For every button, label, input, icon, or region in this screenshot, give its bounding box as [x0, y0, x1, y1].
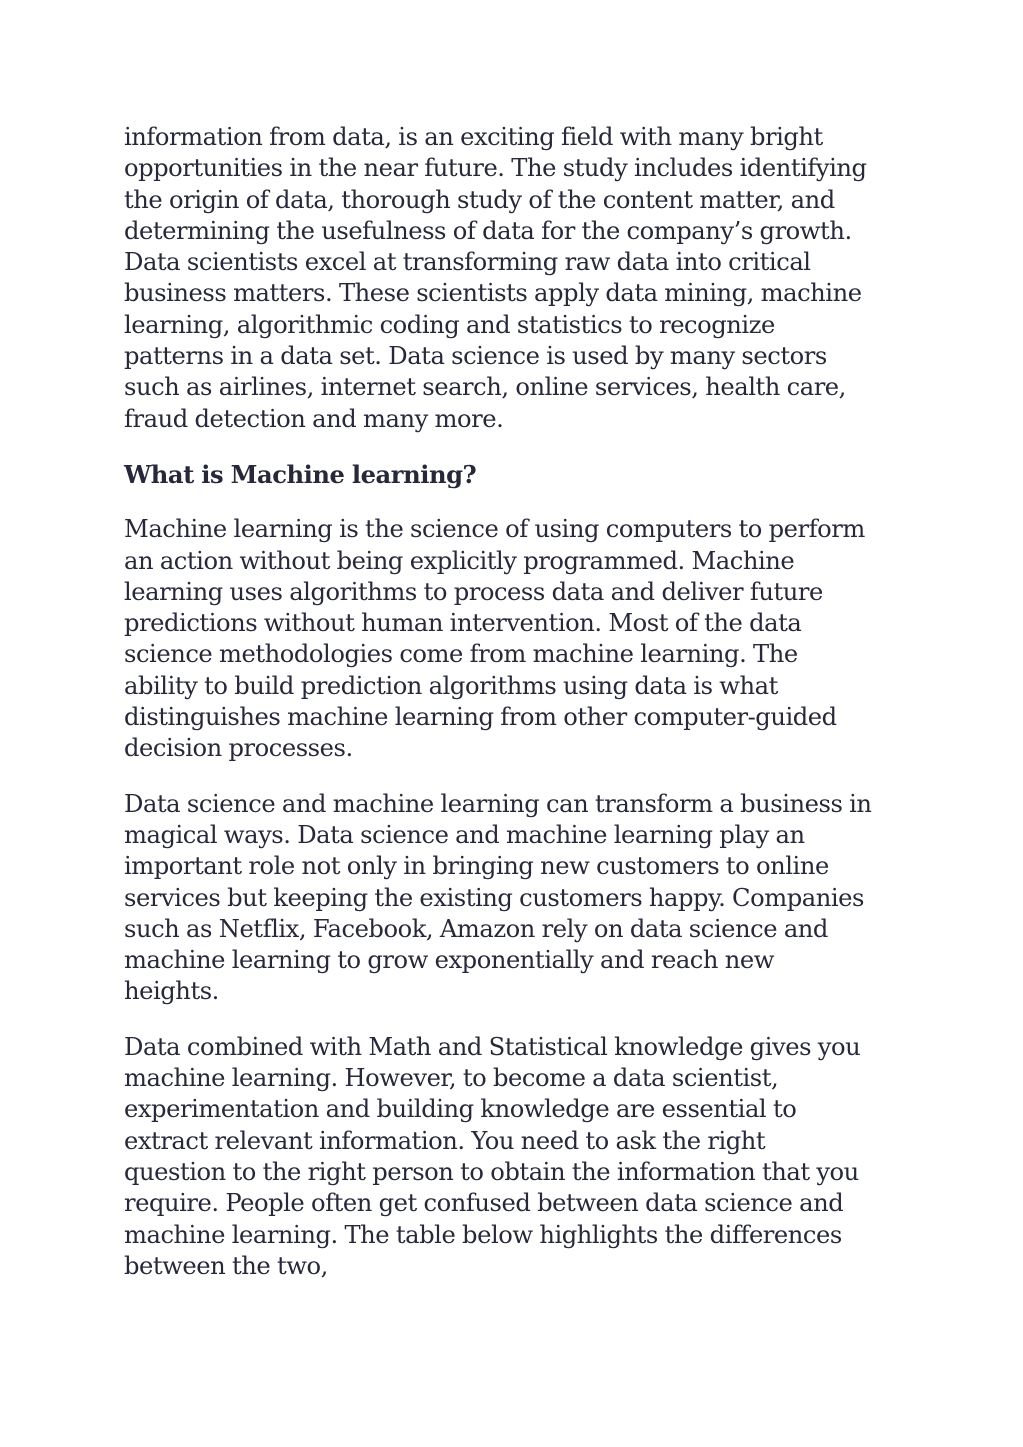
section-heading: What is Machine learning? [124, 459, 477, 489]
text-line: distinguishes machine learning from other computer-guided [124, 703, 837, 732]
text-line: require. People often get confused between data science and [124, 1189, 844, 1218]
text-line: important role not only in bringing new customers to online [124, 852, 829, 881]
text-line: such as airlines, internet search, online services, health care, [124, 373, 846, 402]
text-line: learning, algorithmic coding and statistics to recognize [124, 310, 775, 339]
text-line: information from data, is an exciting field with many bright [124, 123, 823, 151]
text-line: science methodologies come from machine learning. The [124, 640, 798, 669]
text-line: question to the right person to obtain the information that you [124, 1157, 859, 1186]
paragraph-intro [124, 122, 914, 435]
text-line: patterns in a data set. Data science is used by many sectors [124, 342, 827, 371]
text-line: heights. [124, 977, 219, 1006]
text-line: predictions without human intervention. Most of the data [124, 609, 802, 638]
text-line: services but keeping the existing customers happy. Companies [124, 883, 864, 912]
text-line: Data combined with Math and Statistical knowledge gives you [124, 1032, 861, 1061]
text-line: the origin of data, thorough study of the content matter, and [124, 185, 835, 214]
text-line: ability to build prediction algorithms using data is what [124, 671, 778, 700]
text-line: extract relevant information. You need to ask the right [124, 1126, 766, 1155]
text-line: business matters. These scientists apply data mining, machine [124, 279, 862, 308]
text-line: machine learning. The table below highlights the differences [124, 1220, 842, 1249]
paragraph-business [124, 789, 914, 1008]
text-line: determining the usefulness of data for the company’s growth. [124, 216, 852, 245]
text-line: Data scientists excel at transforming raw data into critical [124, 248, 811, 277]
text-line: magical ways. Data science and machine learning play an [124, 820, 805, 849]
text-line: between the two, [124, 1251, 328, 1280]
text-line: machine learning to grow exponentially and reach new [124, 946, 775, 975]
text-line: experimentation and building knowledge are essential to [124, 1095, 797, 1124]
text-line: learning uses algorithms to process data and deliver future [124, 577, 823, 606]
text-line: Machine learning is the science of using computers to perform [124, 515, 865, 544]
paragraph-comparison [124, 1032, 914, 1282]
text-line: Data science and machine learning can transform a business in [124, 789, 872, 818]
text-line: machine learning. However, to become a data scientist, [124, 1064, 779, 1093]
text-line: such as Netflix, Facebook, Amazon rely on data science and [124, 914, 828, 943]
paragraph-machine-learning [124, 514, 914, 764]
text-line: decision processes. [124, 734, 353, 763]
text-line: opportunities in the near future. The study includes identifying [124, 154, 867, 183]
text-line: fraud detection and many more. [124, 404, 504, 433]
document-page [124, 122, 914, 1306]
text-line: an action without being explicitly programmed. Machine [124, 546, 795, 575]
